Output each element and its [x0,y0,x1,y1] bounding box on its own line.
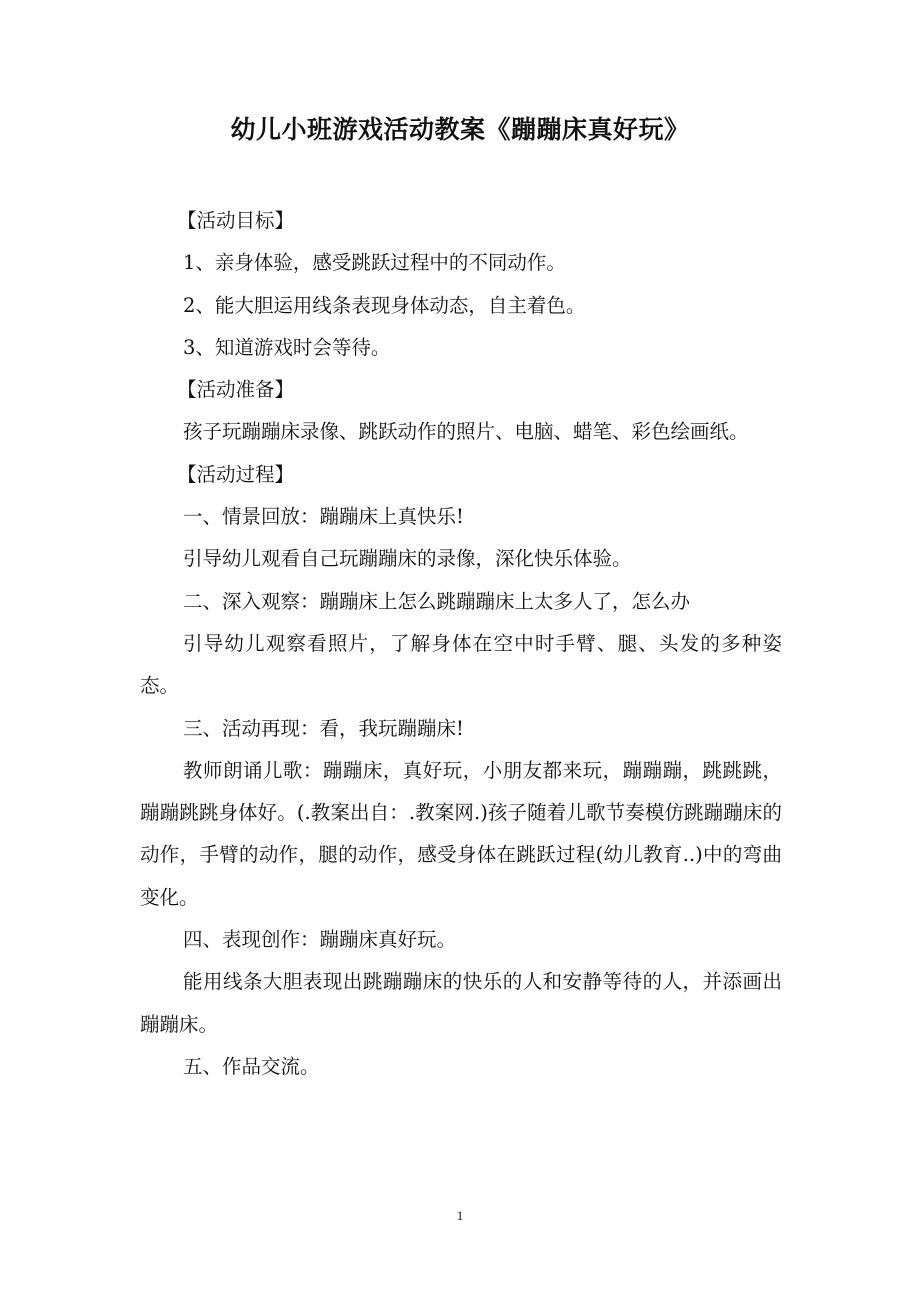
section-heading-preparation: 【活动准备】 [177,378,295,402]
goal-item-1: 1、亲身体验，感受跳跃过程中的不同动作。 [183,251,566,275]
process-step-2-desc: 引导幼儿观察看照片，了解身体在空中时手臂、腿、头发的多种姿态。 [140,631,782,698]
process-step-1-desc: 引导幼儿观看自己玩蹦蹦床的录像，深化快乐体验。 [183,547,632,571]
page-number: 1 [456,1208,464,1223]
document-title: 幼儿小班游戏活动教案《蹦蹦床真好玩》 [230,115,690,144]
process-step-3-desc: 教师朗诵儿歌：蹦蹦床，真好玩，小朋友都来玩，蹦蹦蹦，跳跳跳，蹦蹦跳跳身体好。(.教案出自：.教案网.)孩子随着儿歌节奏模仿跳蹦蹦床的动作，手臂的动作，腿的动作，感受身体在跳跃过程(幼儿教育..)中的弯曲变化。 [140,758,782,909]
process-step-4-title: 四、表现创作：蹦蹦床真好玩。 [183,928,457,952]
process-step-3-title: 三、活动再现：看，我玩蹦蹦床! [183,716,464,740]
process-step-5-title: 五、作品交流。 [183,1054,320,1078]
process-step-1-title: 一、情景回放：蹦蹦床上真快乐! [183,505,464,529]
goal-item-3: 3、知道游戏时会等待。 [183,335,391,359]
section-heading-goals: 【活动目标】 [177,209,295,232]
section-heading-process: 【活动过程】 [177,462,295,486]
preparation-paragraph: 孩子玩蹦蹦床录像、跳跃动作的照片、电脑、蜡笔、彩色绘画纸。 [183,420,749,444]
goal-item-2: 2、能大胆运用线条表现身体动态，自主着色。 [183,293,586,317]
document-body [140,200,782,1088]
process-step-2-title: 二、深入观察：蹦蹦床上怎么跳蹦蹦床上太多人了，怎么办 [183,589,691,613]
process-step-4-desc: 能用线条大胆表现出跳蹦蹦床的快乐的人和安静等待的人，并添画出蹦蹦床。 [140,970,782,1036]
